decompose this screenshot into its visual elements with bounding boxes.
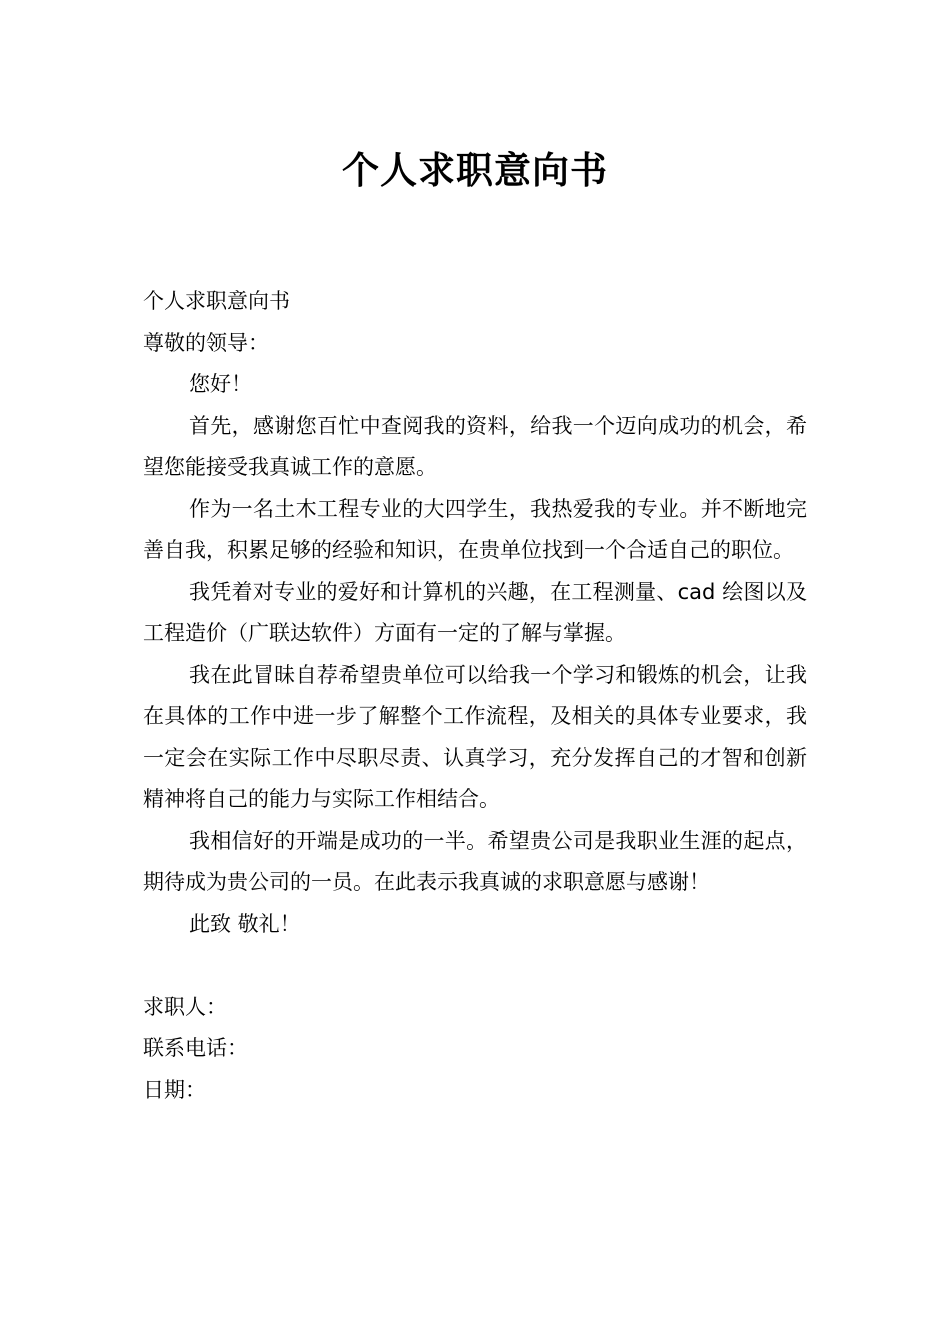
- greeting: 您好！: [189, 372, 252, 396]
- paragraph-skills: 我凭着对专业的爱好和计算机的兴趣，在工程测量、cad 绘图以及工程造价（广联达软件）方面有一定的了解与掌握。: [143, 579, 807, 645]
- salutation: 尊敬的领导：: [143, 330, 269, 355]
- document-title: 个人求职意向书: [342, 148, 608, 192]
- paragraph-conclusion: 我相信好的开端是成功的一半。希望贵公司是我职业生涯的起点，期待成为贵公司的一员。在此表示我真诚的求职意愿与感谢！: [143, 828, 807, 894]
- date-label: 日期：: [143, 1077, 206, 1102]
- spacer: [143, 945, 807, 987]
- paragraph-request: 我在此冒昧自荐希望贵单位可以给我一个学习和锻炼的机会，让我在具体的工作中进一步了解整个工作流程，及相关的具体专业要求，我一定会在实际工作中尽职尽责、认真学习，充分发挥自己的才智和创新精神将自己的能力与实际工作相结合。: [143, 662, 807, 811]
- closing: 此致 敬礼！: [189, 911, 301, 936]
- letter-subtitle: 个人求职意向书: [143, 289, 290, 313]
- paragraph-introduction: 作为一名土木工程专业的大四学生，我热爱我的专业。并不断地完善自我，积累足够的经验和知识，在贵单位找到一个合适自己的职位。: [143, 496, 807, 562]
- paragraph-thanks: 首先，感谢您百忙中查阅我的资料，给我一个迈向成功的机会，希望您能接受我真诚工作的意愿。: [143, 413, 807, 479]
- letter-body: [143, 281, 807, 1111]
- applicant-label: 求职人：: [143, 994, 227, 1019]
- phone-label: 联系电话：: [143, 1036, 248, 1060]
